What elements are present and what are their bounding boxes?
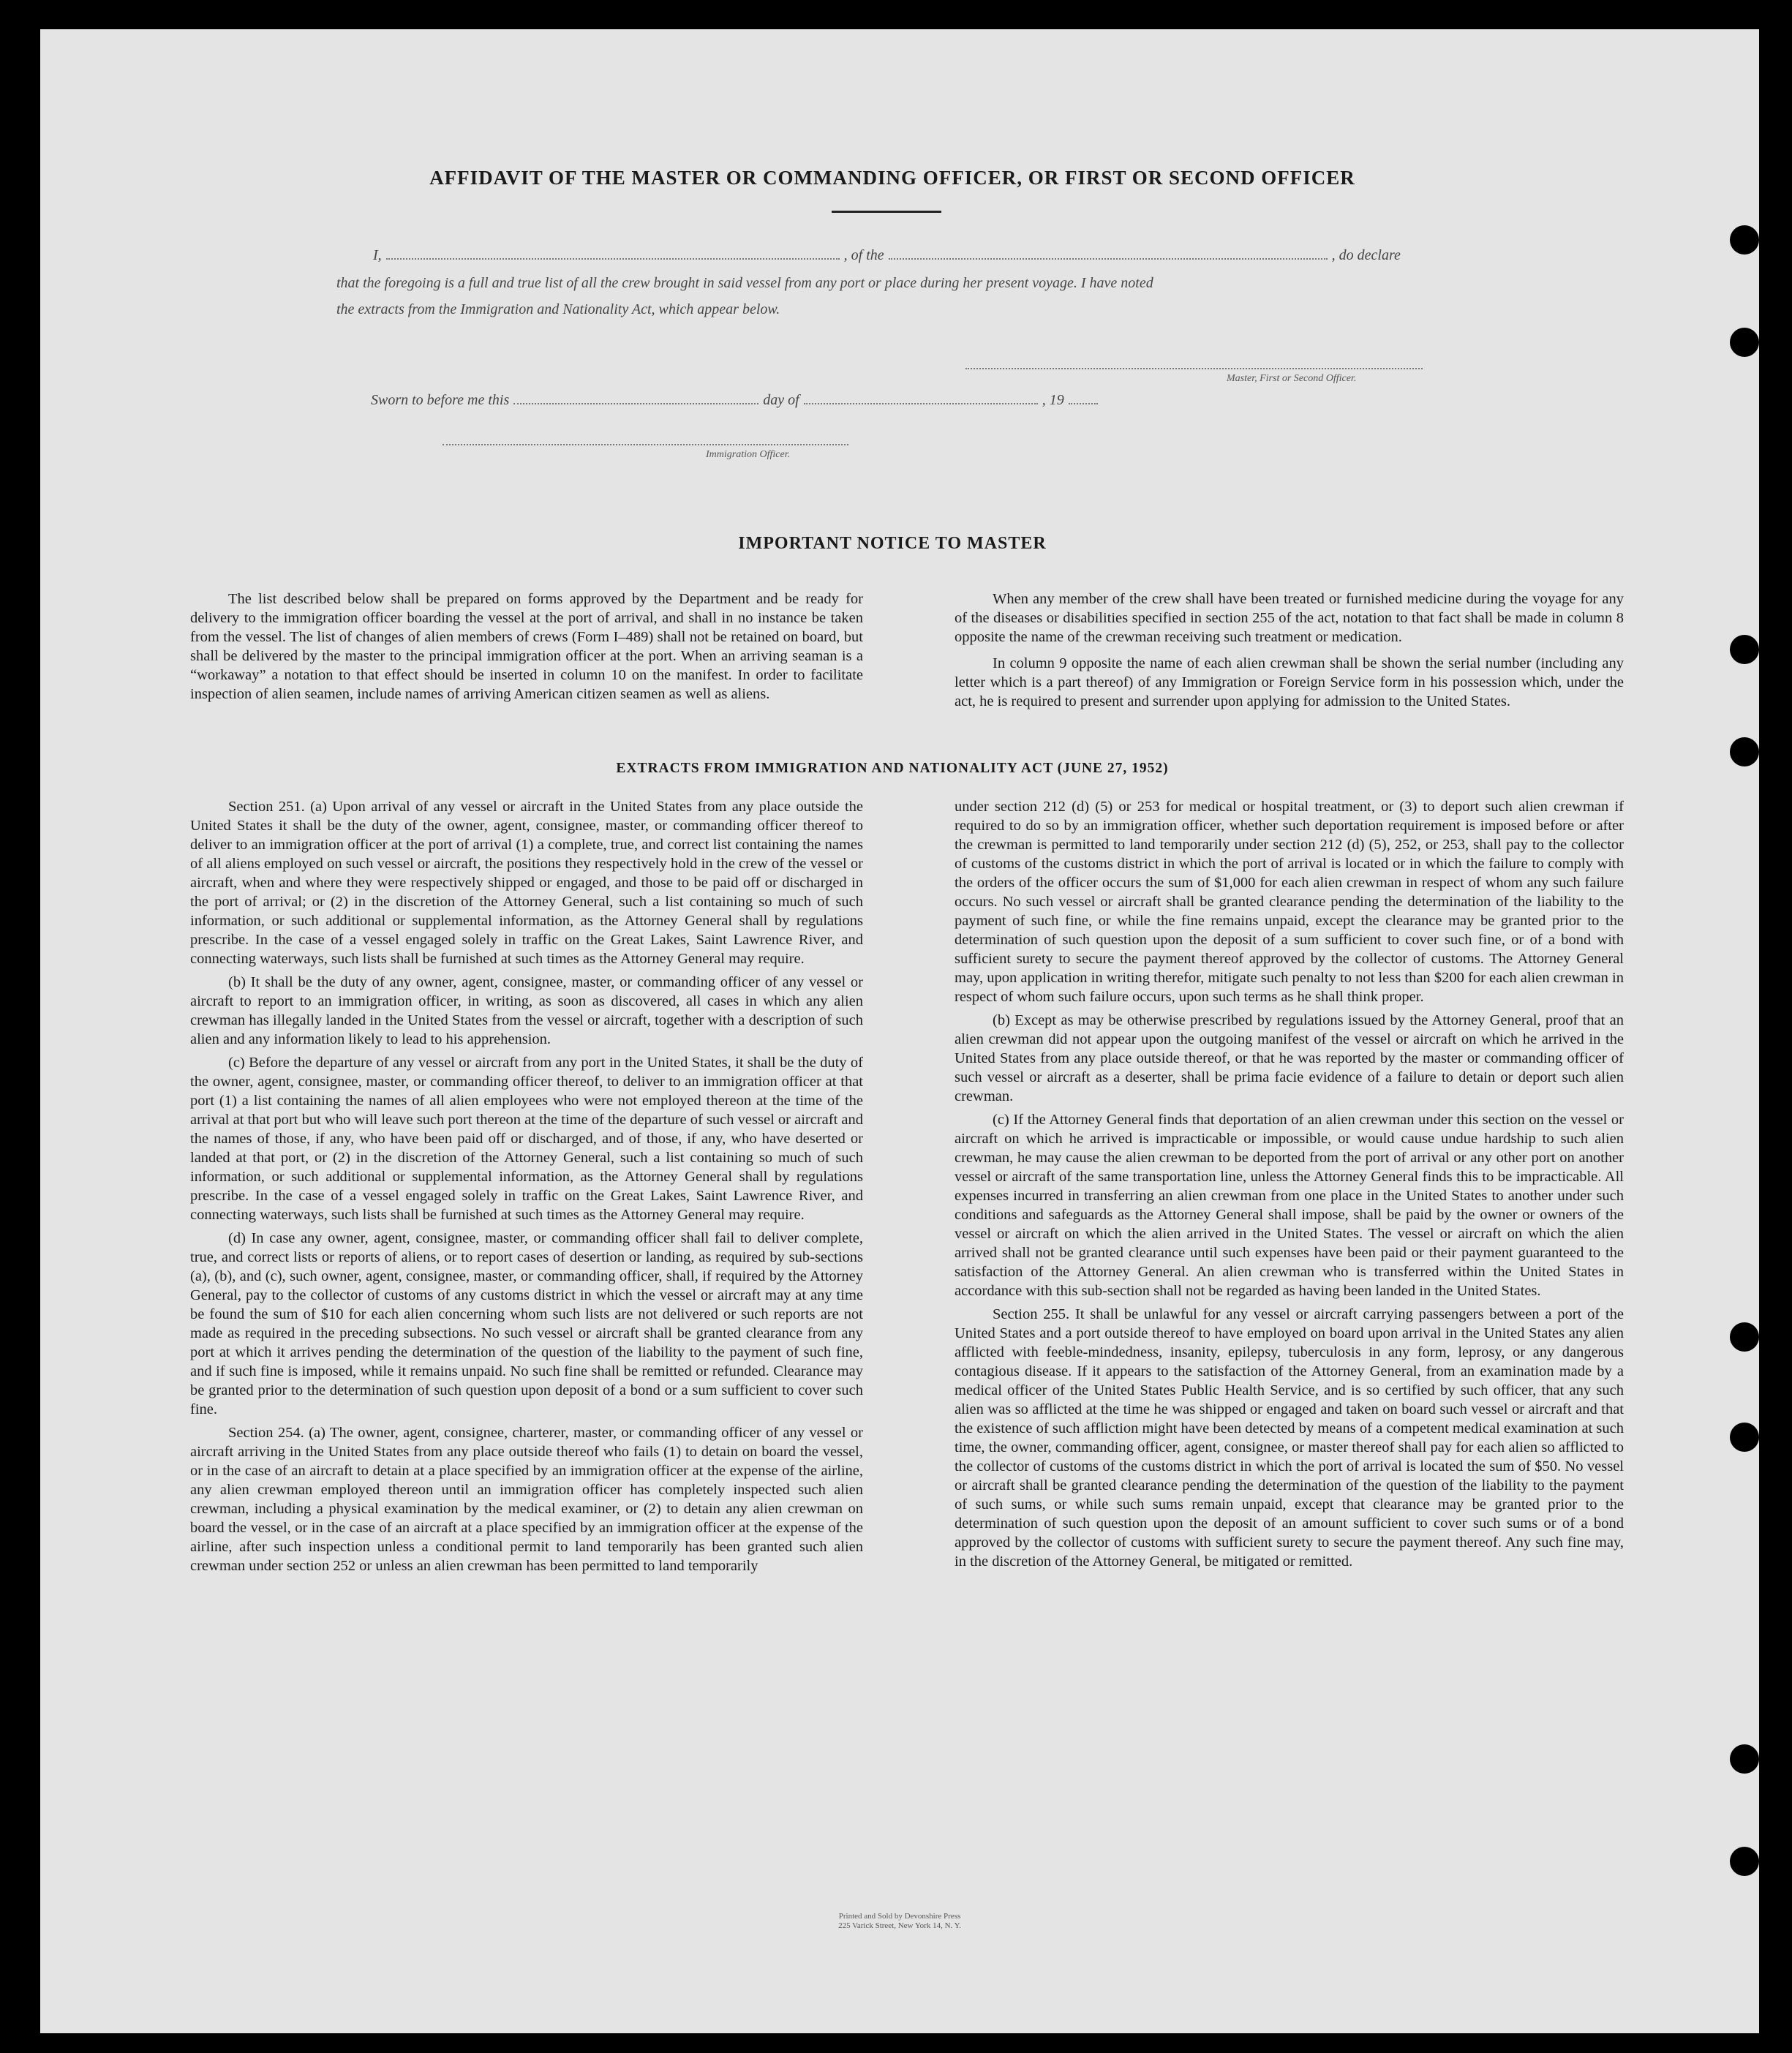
i-label: I, — [373, 247, 382, 263]
section-251-d: (d) In case any owner, agent, consignee, master, or commanding officer shall fail to deliver complete, true, and correct lists or reports of aliens, or to report cases of desertion or landing, as required by sub-sections (a), (b), and (c), such owner, agent, consignee, master, or commanding officer, shall, if required by the Attorney General, pay to the collector of customs of any customs district in which the vessel or aircraft may at any time be found the sum of $10 for each alien concerning whom such lists are not delivered or such reports are not made as required in the preceding subsections. No such vessel or aircraft shall be granted clearance from any port at which it arrives pending the determination of the question of the liability to the payment of such fine, and if such fine is imposed, while it remains unpaid. No such fine shall be remitted or refunded. Clearance may be granted prior to the determination of such question upon deposit of a bond or a sum sufficient to cover such fine. — [190, 1230, 863, 1417]
do-declare-label: , do declare — [1331, 247, 1401, 263]
extracts-left-column — [190, 797, 863, 1580]
section-254-c: (c) If the Attorney General finds that deportation of an alien crewman under this section on the vessel or aircraft on which he arrived is impracticable or impossible, or would cause undue hardship to such alien crewman, he may cause the alien crewman to be deported from the port of arrival or any other port on another vessel or aircraft of the same transportation line, unless the Attorney General finds this to be impracticable. All expenses incurred in transferring an alien crewman from one place in the United States to another under such conditions and safeguards as the Attorney General shall impose, shall be paid by the owner or owners of the vessel or aircraft on which the alien arrived in the United States. The vessel or aircraft on which the alien arrived shall not be granted clearance until such expenses have been paid or their payment guaranteed to the satisfaction of the Attorney General. An alien crewman who is transferred within the United States in accordance with this sub-section shall not be regarded as having been landed in the United States. — [955, 1112, 1624, 1299]
form-sheet — [40, 29, 1759, 2033]
section-251-a: Section 251. (a) Upon arrival of any vessel or aircraft in the United States from any place outside the United States it shall be the duty of the owner, agent, consignee, master, or commanding officer thereof to deliver to an immigration officer at the port of arrival (1) a complete, true, and correct list containing the names of all aliens employed on such vessel or aircraft, the positions they respectively hold in the crew of the vessel or aircraft, when and where they were respectively shipped or engaged, and those to be paid off or discharged in the port of arrival; or (2) in the discretion of the Attorney General, such a list containing so much of such information, or such additional or supplemental information, as the Attorney General shall by regulations prescribe. In the case of a vessel engaged solely in traffic on the Great Lakes, Saint Lawrence River, and connecting waterways, such lists shall be furnished at such times as the Attorney General may require. — [190, 799, 863, 967]
master-signature-line[interactable] — [965, 367, 1423, 369]
notice-title: IMPORTANT NOTICE TO MASTER — [738, 534, 1047, 553]
immigration-officer-caption: Immigration Officer. — [706, 449, 791, 460]
title-rule — [832, 211, 941, 213]
punch-hole — [1730, 635, 1759, 664]
punch-hole — [1730, 1423, 1759, 1452]
declaration-line-1: that the foregoing is a full and true list of all the crew brought in said vessel from any port or place during her present voyage. I have noted — [336, 275, 1153, 291]
notice-left-column — [190, 589, 863, 708]
punch-hole — [1730, 1847, 1759, 1876]
day-of-label: day of — [763, 392, 799, 408]
section-254-b: (b) Except as may be otherwise prescribed by regulations issued by the Attorney General, proof that an alien crewman did not appear upon the outgoing manifest of the vessel or aircraft on which he arrived in the United States from any place outside thereof, or that he was reported by the master or commanding officer of such vessel or aircraft as a deserter, shall be prima facie evidence of a failure to detain or deport such alien crewman. — [955, 1012, 1624, 1104]
sworn-line — [371, 392, 1102, 409]
punch-hole — [1730, 1322, 1759, 1352]
section-255: Section 255. It shall be unlawful for any vessel or aircraft carrying passengers between a port of the United States and a port outside thereof to have employed on board upon arrival in the United States any alien afflicted with feeble-mindedness, insanity, epilepsy, tuberculosis in any form, leprosy, or any dangerous contagious disease. If it appears to the satisfaction of the Attorney General, from an examination made by a medical officer of the United States Public Health Service, and is so certified by such officer, that any such alien was so afflicted at the time he was shipped or engaged and taken on board such vessel or aircraft and that the existence of such affliction might have been detected by means of a competent medical examination at such time, the owner, commanding officer, agent, consignee, or master thereof shall pay for each alien so afflicted to the collector of customs of the customs district in which the port of arrival is located the sum of $50. No vessel or aircraft shall be granted clearance pending the determination of the question of the liability to the payment of such sums, or while such sums remain unpaid, except that clearance may be granted prior to the determination of such question upon the deposit of an amount sufficient to cover such sums or of a bond approved by the collector of customs with sufficient surety to secure the payment thereof. Any such fine may, in the discretion of the Attorney General, be mitigated or remitted. — [955, 1306, 1624, 1570]
vessel-blank[interactable] — [889, 257, 1328, 260]
notice-right-paragraph-1: When any member of the crew shall have been treated or furnished medicine during the voyage for any of the diseases or disabilities specified in section 255 of the act, notation to that fact shall be made in column 8 opposite the name of the crewman receiving such treatment or medication. — [955, 591, 1624, 645]
section-251-c: (c) Before the departure of any vessel or aircraft from any port in the United States, it shall be the duty of the owner, agent, consignee, master, or commanding officer thereof, to deliver to an immigration officer at that port (1) a list containing the names of all alien employees who were not employed thereon at the time of the arrival at that port but who will leave such port thereon at the time of the departure of such vessel or aircraft and the names of those, if any, who have been paid off or discharged, and of those, if any, who have deserted or landed at that port, or (2) in the discretion of the Attorney General, such a list containing so much of such information, or such additional or supplemental information, as the Attorney General shall by regulations prescribe. In the case of a vessel engaged solely in traffic on the Great Lakes, Saint Lawrence River, and connecting waterways, such lists shall be furnished at such times as the Attorney General may require. — [190, 1055, 863, 1223]
master-signature-caption: Master, First or Second Officer. — [1227, 373, 1357, 384]
notice-right-column — [955, 589, 1624, 715]
punch-hole — [1730, 328, 1759, 357]
section-254-a: Section 254. (a) The owner, agent, consignee, charterer, master, or commanding officer of any vessel or aircraft arriving in the United States from any place outside thereof who fails (1) to detain on board the vessel, or in the case of an aircraft to detain at a place specified by an immigration officer at the expense of the airline, any alien crewman employed thereon until an immigration officer has completely inspected such alien crewman, including a physical examination by the medical examiner, or (2) to detain any alien crewman on board the vessel, or in the case of an aircraft at a place specified by an immigration officer at the expense of the airline, after such inspection unless a conditional permit to land temporarily has been granted such alien crewman under section 252 or unless an alien crewman has been permitted to land temporarily — [190, 1425, 863, 1574]
section-254-a-continued: under section 212 (d) (5) or 253 for medical or hospital treatment, or (3) to deport such alien crewman if required to do so by an immigration officer, whether such deportation requirement is imposed before or after the crewman is permitted to land temporarily under section 212 (d) (5), 252, or 253, shall pay to the collector of customs of the customs district in which the port of arrival is located or in which the failure to comply with the orders of the officer occurs the sum of $1,000 for each alien crewman in respect of whom any such failure occurs. No such vessel or aircraft shall be granted clearance pending the determination of the liability to the payment of such fine, or while the fine remains unpaid, except the clearance may be granted prior to the determination of such question upon the deposit of a sum sufficient to cover such fine, or of a bond with sufficient surety to secure the payment thereof approved by the collector of customs. The Attorney General may, upon application in writing therefor, mitigate such penalty to not less than $200 for each alien crewman in respect of whom such failure occurs, upon such terms as he shall think proper. — [955, 799, 1624, 1005]
of-the-label: , of the — [843, 247, 884, 263]
sworn-day-blank[interactable] — [513, 402, 758, 404]
name-blank[interactable] — [386, 257, 840, 260]
printer-imprint-line-2: 225 Varick Street, New York 14, N. Y. — [838, 1921, 961, 1930]
sworn-month-blank[interactable] — [804, 402, 1038, 404]
printer-imprint-line-1: Printed and Sold by Devonshire Press — [838, 1912, 961, 1921]
section-251-b: (b) It shall be the duty of any owner, agent, consignee, master, or commanding officer of any vessel or aircraft to report to an immigration officer, in writing, as soon as discovered, all cases in which any alien crewman has illegally landed in the United States from the vessel or aircraft, together with a description of such alien and any information likely to lead to his apprehension. — [190, 974, 863, 1047]
immigration-officer-signature-line[interactable] — [443, 443, 848, 445]
sworn-label: Sworn to before me this — [371, 392, 510, 408]
declaration-line-2: the extracts from the Immigration and Nationality Act, which appear below. — [336, 301, 780, 317]
year-prefix: , 19 — [1042, 392, 1064, 408]
affidavit-title: AFFIDAVIT OF THE MASTER OR COMMANDING OFFICER, OR FIRST OR SECOND OFFICER — [429, 167, 1355, 189]
notice-right-paragraph-2: In column 9 opposite the name of each alien crewman shall be shown the serial number (including any letter which is a part thereof) of any Immigration or Foreign Service form in his possession which, under the act, he is required to present and surrender upon applying for admission to the United States. — [955, 655, 1624, 709]
punch-hole — [1730, 1744, 1759, 1774]
declaration-fill-line — [373, 247, 1401, 264]
notice-left-paragraph: The list described below shall be prepared on forms approved by the Department and be ready for delivery to the immigration officer boarding the vessel at the port of arrival, and shall in no instance be taken from the vessel. The list of changes of alien members of crews (Form I–489) shall not be retained on board, but shall be delivered by the master to the principal immigration officer at the port. When an arriving seaman is a “workaway” a notation to that effect should be inserted in column 10 on the manifest. In order to facilitate inspection of alien seamen, include names of arriving American citizen seamen as well as aliens. — [190, 591, 863, 702]
extracts-right-column — [955, 797, 1624, 1575]
printer-imprint — [40, 1912, 1759, 1931]
sworn-year-blank[interactable] — [1069, 402, 1098, 404]
extracts-title: EXTRACTS FROM IMMIGRATION AND NATIONALITY ACT (JUNE 27, 1952) — [616, 761, 1169, 776]
punch-hole — [1730, 225, 1759, 255]
